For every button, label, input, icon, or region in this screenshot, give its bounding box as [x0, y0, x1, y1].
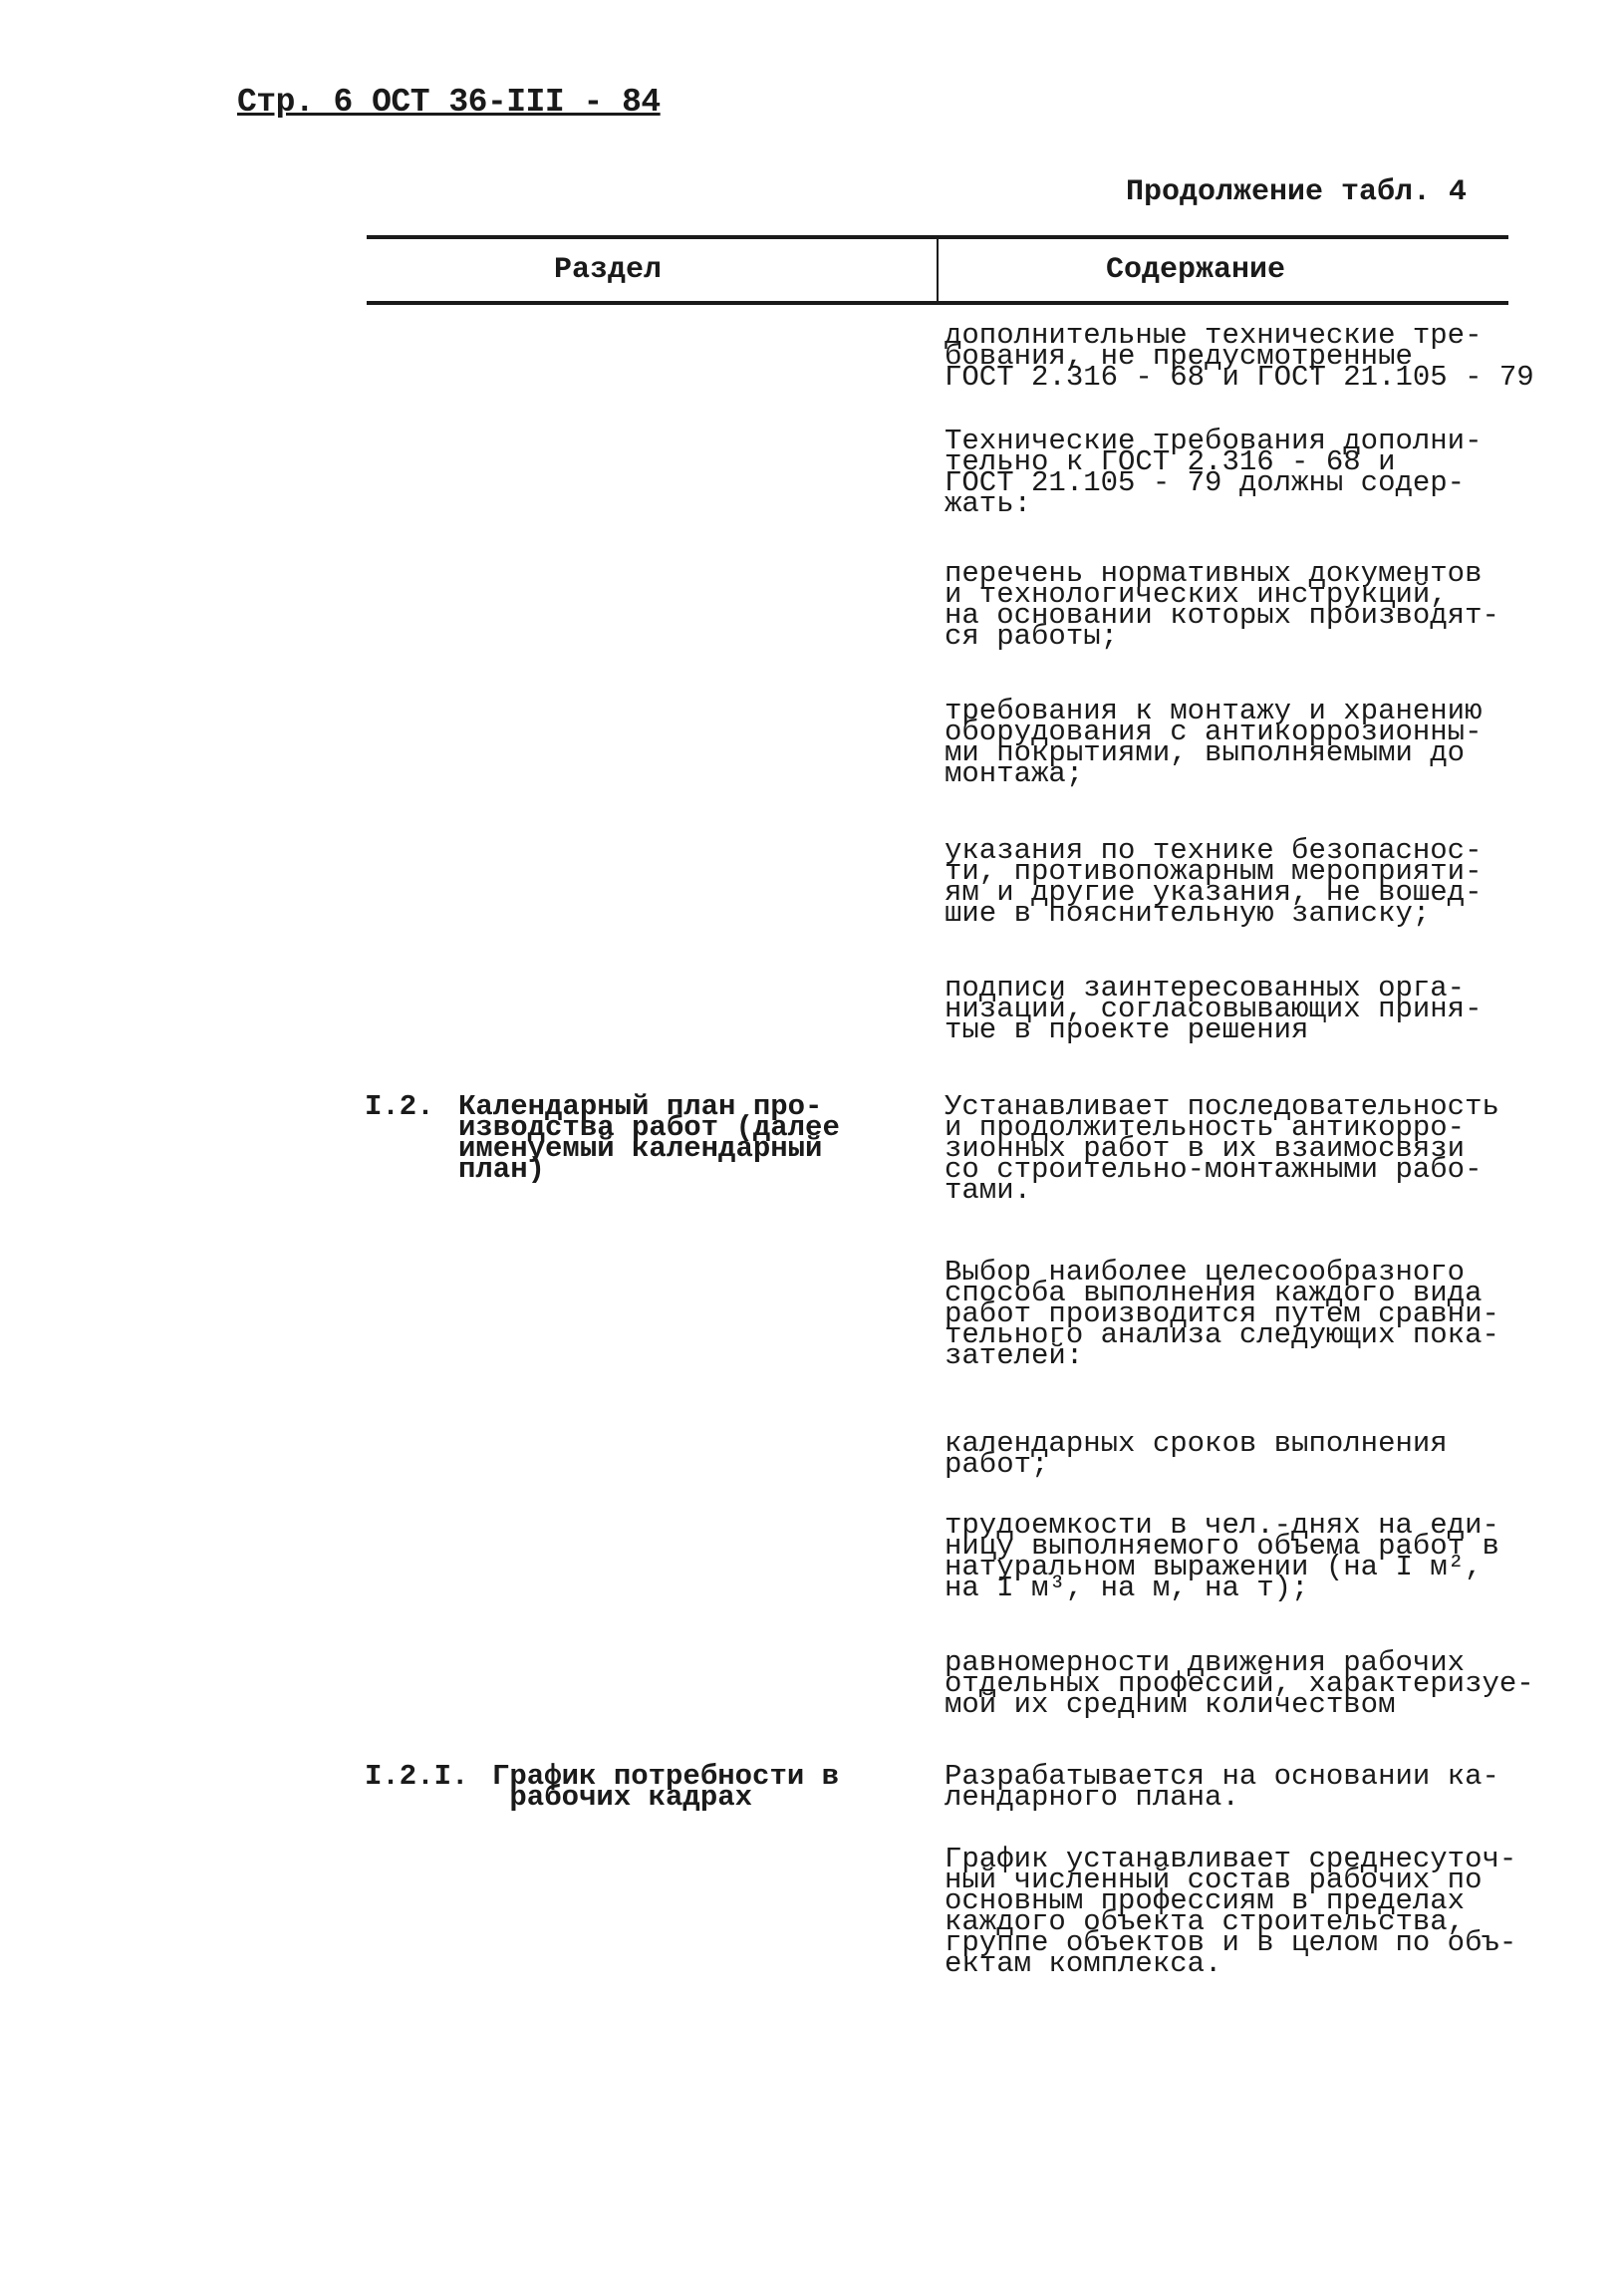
table-header-rule [367, 301, 1508, 305]
section-row [365, 1760, 923, 1829]
content-paragraph: перечень нормативных документов и технологических инструкций, на основании которых производят- ся работы; [945, 557, 1499, 653]
content-paragraph: равномерности движения рабочих отдельных профессий, характеризуе- мой их средним количеством [945, 1646, 1534, 1721]
content-paragraph: Устанавливает последовательность и продолжительность антикорро- зионных работ в их взаимосвязи со строительно-монтажными рабо- тами. [945, 1090, 1499, 1207]
page-header: Стр. 6 ОСТ 36-III - 84 [237, 84, 661, 121]
table-continuation-label: Продолжение табл. 4 [1126, 175, 1468, 209]
content-paragraph: требования к монтажу и хранению оборудования с антикоррозионны- ми покрытиями, выполняемыми до монтажа; [945, 695, 1483, 790]
content-paragraph: Технические требования дополни- тельно к ГОСТ 2.316 - 68 и ГОСТ 21.105 - 79 должны содер- жать: [945, 425, 1483, 520]
section-number: I.2. [365, 1090, 434, 1123]
content-paragraph: указания по технике безопаснос- ти, противопожарным мероприяти- ям и другие указания, не вошед- шие в пояснительную записку; [945, 834, 1483, 930]
section-title: График потребности в рабочих кадрах [492, 1760, 840, 1814]
content-paragraph: календарных сроков выполнения работ; [945, 1427, 1448, 1481]
content-paragraph: Выбор наиболее целесообразного способа выполнения каждого вида работ производится путем сравни- тельного анализа следующих пока- зателей: [945, 1256, 1499, 1372]
table-header-section: Раздел [554, 253, 663, 287]
table-header-content: Содержание [1106, 253, 1286, 287]
content-paragraph: трудоемкости в чел.-днях на еди- ницу выполняемого объема работ в натуральном выражении (на I м², на I м³, на м, на т); [945, 1509, 1499, 1604]
content-paragraph: дополнительные технические тре- бования, не предусмотренные ГОСТ 2.316 - 68 и ГОСТ 21.105 - 79 [945, 319, 1534, 394]
section-row [365, 1090, 923, 1186]
content-paragraph: подписи заинтересованных орга- низаций, согласовывающих приня- тые в проекте решения [945, 972, 1483, 1046]
table-header-divider [937, 239, 939, 301]
section-title: Календарный план про- изводства работ (далее именуемый календарный план) [458, 1090, 840, 1186]
section-number: I.2.I. [365, 1760, 469, 1793]
content-paragraph: График устанавливает среднесуточ- ный численный состав рабочих по основным профессиям в пределах каждого объекта строительства, группе объектов и в целом по объ- ектам комплекса. [945, 1843, 1517, 1980]
content-paragraph: Разрабатывается на основании ка- лендарного плана. [945, 1760, 1499, 1814]
